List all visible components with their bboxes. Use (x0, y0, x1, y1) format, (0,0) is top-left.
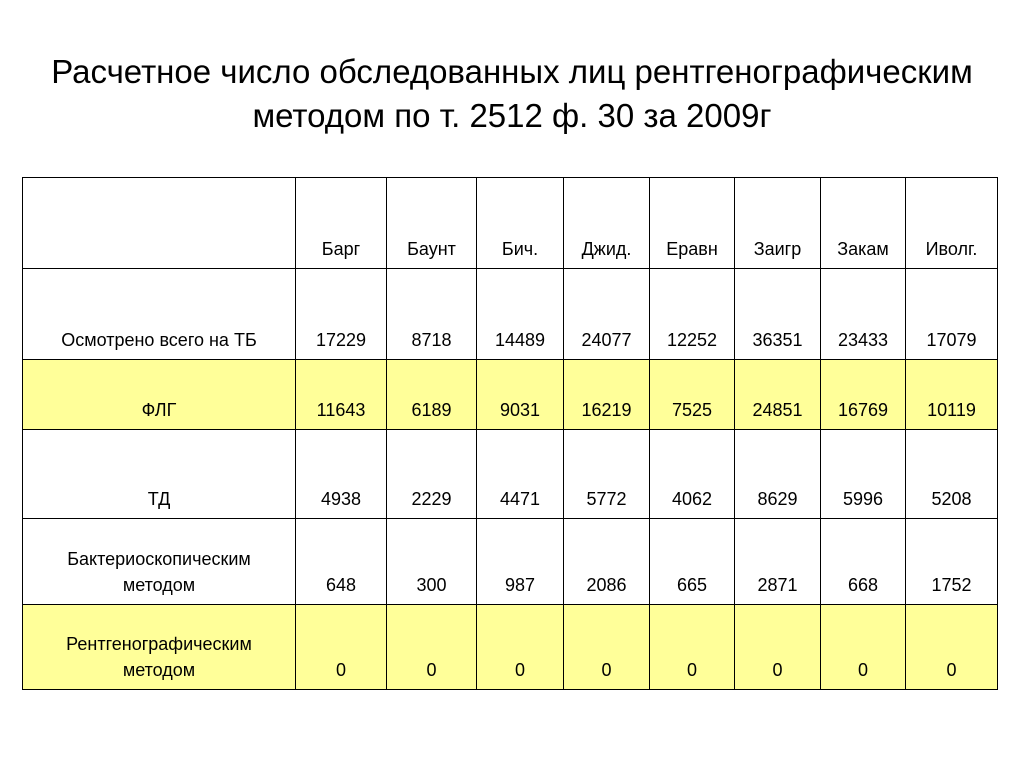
column-header: Иволг. (906, 178, 998, 269)
row-label-line-2: методом (122, 575, 196, 595)
table-cell: 4471 (477, 430, 564, 519)
table-cell: 2086 (564, 519, 650, 605)
table-cell: 987 (477, 519, 564, 605)
table-cell: 300 (387, 519, 477, 605)
table-cell: 0 (735, 605, 821, 690)
table-row-flg (23, 360, 998, 430)
table-cell: 0 (477, 605, 564, 690)
column-header: Бич. (477, 178, 564, 269)
table-corner-cell (23, 178, 296, 269)
table-row-bacterioscopic (23, 519, 998, 605)
table-cell: 17229 (296, 269, 387, 360)
title-line-1: Расчетное число обследованных лиц рентгенографическим (51, 53, 973, 90)
table-cell: 12252 (650, 269, 735, 360)
column-header: Джид. (564, 178, 650, 269)
column-header: Барг (296, 178, 387, 269)
table-cell: 0 (387, 605, 477, 690)
table-cell: 9031 (477, 360, 564, 430)
page-title (0, 50, 1024, 138)
table-cell: 24077 (564, 269, 650, 360)
table-cell: 8718 (387, 269, 477, 360)
table-cell: 7525 (650, 360, 735, 430)
table-cell: 0 (564, 605, 650, 690)
table-cell: 665 (650, 519, 735, 605)
data-table (22, 177, 998, 690)
title-line-2: методом по т. 2512 ф. 30 за 2009г (252, 97, 772, 134)
table-cell: 5208 (906, 430, 998, 519)
table-cell: 16219 (564, 360, 650, 430)
table-cell: 8629 (735, 430, 821, 519)
column-header: Заигр (735, 178, 821, 269)
column-header: Баунт (387, 178, 477, 269)
table-cell: 668 (821, 519, 906, 605)
table-cell: 17079 (906, 269, 998, 360)
table-cell: 0 (821, 605, 906, 690)
table-row-radiographic (23, 605, 998, 690)
table-cell: 0 (296, 605, 387, 690)
table-cell: 4062 (650, 430, 735, 519)
table-row-td (23, 430, 998, 519)
table-cell: 14489 (477, 269, 564, 360)
row-label (23, 519, 296, 605)
row-label: ФЛГ (23, 360, 296, 430)
table-cell: 0 (906, 605, 998, 690)
table-cell: 5772 (564, 430, 650, 519)
table-cell: 24851 (735, 360, 821, 430)
row-label-line-2: методом (122, 660, 196, 680)
row-label (23, 605, 296, 690)
table-cell: 1752 (906, 519, 998, 605)
table-cell: 5996 (821, 430, 906, 519)
table-cell: 23433 (821, 269, 906, 360)
row-label: Осмотрено всего на ТБ (23, 269, 296, 360)
table-cell: 36351 (735, 269, 821, 360)
table-cell: 2229 (387, 430, 477, 519)
table-cell: 4938 (296, 430, 387, 519)
table-cell: 11643 (296, 360, 387, 430)
table-cell: 6189 (387, 360, 477, 430)
row-label-line-1: Бактериоскопическим (67, 549, 251, 569)
table-cell: 10119 (906, 360, 998, 430)
table-header-row (23, 178, 998, 269)
table-cell: 0 (650, 605, 735, 690)
table-cell: 648 (296, 519, 387, 605)
table-cell: 16769 (821, 360, 906, 430)
row-label: ТД (23, 430, 296, 519)
table-row-total-examined (23, 269, 998, 360)
column-header: Еравн (650, 178, 735, 269)
column-header: Закам (821, 178, 906, 269)
row-label-line-1: Рентгенографическим (66, 634, 252, 654)
table-cell: 2871 (735, 519, 821, 605)
